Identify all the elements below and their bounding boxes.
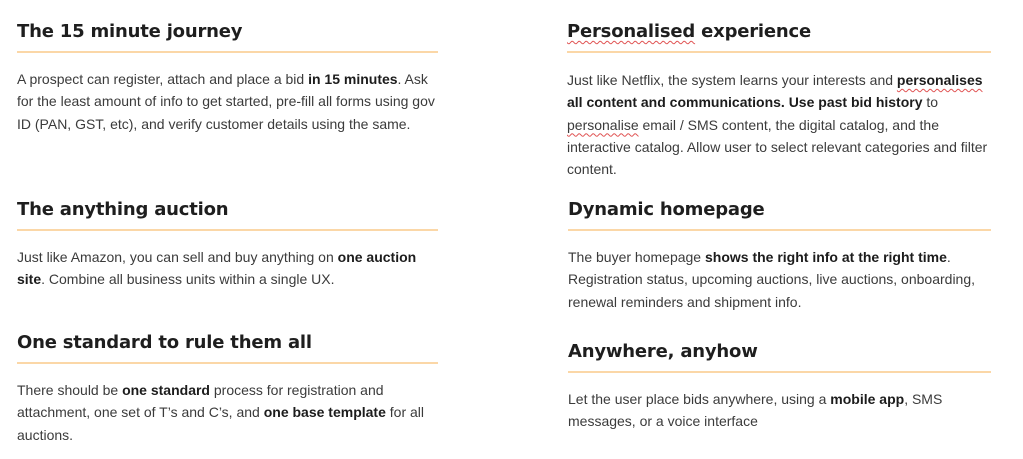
section-title: The 15 minute journey (17, 21, 243, 42)
heading-divider (568, 229, 991, 231)
bold-text: one auction site (17, 249, 417, 288)
section-title: One standard to rule them all (17, 332, 312, 353)
bold-text: mobile app (830, 391, 905, 407)
body-text: personalise (567, 116, 639, 133)
body-text: process for registration and attachment, one set of T’s and C’s, and (17, 382, 384, 421)
body-text: email / SMS content, the digital catalog, and the interactive catalog. Allow user to select relevant categories and filter content. (567, 116, 988, 178)
body-text: Let the user place bids anywhere, using a (568, 391, 831, 407)
section-body (17, 379, 438, 446)
section-body (568, 246, 991, 313)
section-body (567, 69, 991, 180)
body-text: . Combine all business units within a single UX. (41, 271, 335, 288)
bold-text: one base template (263, 404, 386, 421)
body-text: There should be (17, 382, 123, 398)
heading-divider (17, 51, 438, 53)
section-anywhere (568, 340, 991, 433)
body-text: A prospect can register, attach and place a bid (17, 71, 309, 87)
section-anything (17, 198, 438, 291)
bold-text: shows the right info at the right time (704, 249, 947, 265)
section-body (17, 246, 438, 291)
body-text: for all auctions. (17, 404, 424, 443)
section-title: The anything auction (17, 199, 229, 220)
body-text: . Ask for the least amount of info to get started, pre-fill all forms using gov ID (PAN, GST, etc), and verify customer details using the same. (17, 71, 435, 132)
section-title-rest: experience (695, 21, 812, 42)
heading-divider (568, 371, 991, 373)
body-text: , SMS messages, or a voice interface (568, 391, 943, 430)
body-text: . Registration status, upcoming auctions, live auctions, onboarding, renewal reminders and shipment info. (568, 249, 976, 310)
body-text: The buyer homepage (568, 249, 705, 265)
section-standard (17, 331, 438, 446)
section-title (567, 20, 991, 44)
section-title: Dynamic homepage (568, 199, 765, 220)
bold-text: all content and communications. Use past bid history (567, 94, 923, 111)
heading-divider (17, 229, 438, 231)
bold-text: in 15 minutes (308, 71, 398, 87)
section-body (17, 68, 438, 135)
bold-text: personalises (896, 72, 983, 88)
section-body (568, 388, 991, 433)
section-personalised (567, 20, 991, 180)
section-title: Anywhere, anyhow (568, 341, 758, 362)
section-journey (17, 20, 438, 135)
spellcheck-word: Personalised (567, 21, 696, 42)
body-text: Just like Amazon, you can sell and buy anything on (17, 249, 338, 265)
bold-text: one standard (122, 382, 210, 398)
body-text: to (922, 94, 939, 111)
section-homepage (568, 198, 991, 313)
heading-divider (567, 51, 991, 53)
heading-divider (17, 362, 438, 364)
body-text: Just like Netflix, the system learns your interests and (567, 72, 897, 88)
